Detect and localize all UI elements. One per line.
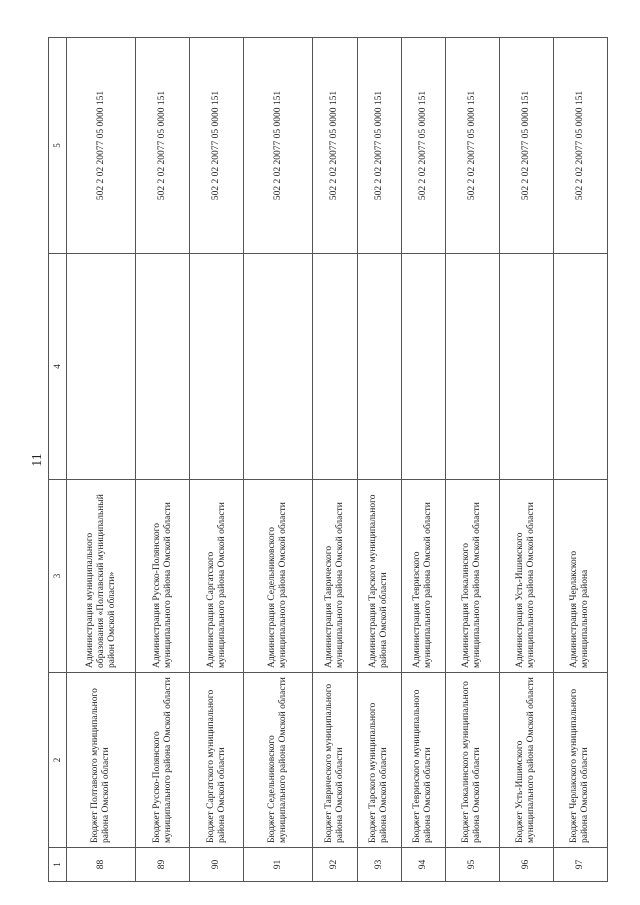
column-4-cell [401,254,445,480]
header-row [49,38,67,882]
budget-code: 502 2 02 20077 05 0000 151 [136,38,190,254]
rotated-page [30,38,608,882]
column-4-cell [313,254,357,480]
table-row [553,38,607,882]
table-row [445,38,499,882]
administrator-name: Администрация Тевризского муниципального района Омской области [401,480,445,673]
header-cell: 5 [49,38,67,254]
table-row [313,38,357,882]
row-number: 90 [190,848,244,882]
header-cell: 3 [49,480,67,673]
column-4-cell [190,254,244,480]
budget-name: Бюджет Тевризского муниципального района Омской области [401,673,445,848]
row-number: 94 [401,848,445,882]
administrator-name: Администрация Таврического муниципального района Омской области [313,480,357,673]
administrator-name: Администрация муниципального образования «Полтавский муниципальный район Омской области» [67,480,136,673]
row-number: 88 [67,848,136,882]
administrator-name: Администрация Усть-Ишимского муниципального района Омской области [499,480,553,673]
column-4-cell [136,254,190,480]
administrator-name: Администрация Седельниковского муниципального района Омской области [244,480,313,673]
budget-code: 502 2 02 20077 05 0000 151 [313,38,357,254]
budget-name: Бюджет Черлакского муниципального района Омской области [553,673,607,848]
row-number: 96 [499,848,553,882]
header-cell: 2 [49,673,67,848]
table-row [190,38,244,882]
budget-table [48,37,608,882]
budget-code: 502 2 02 20077 05 0000 151 [445,38,499,254]
budget-name: Бюджет Тюкалинского муниципального района Омской области [445,673,499,848]
row-number: 89 [136,848,190,882]
header-cell: 1 [49,848,67,882]
administrator-name: Администрация Черлакского муниципального района [553,480,607,673]
table-row [499,38,553,882]
budget-name: Бюджет Тарского муниципального района Омской области [357,673,401,848]
column-4-cell [244,254,313,480]
table-row [136,38,190,882]
budget-name: Бюджет Русско-Полянского муниципального района Омской области [136,673,190,848]
column-4-cell [67,254,136,480]
row-number: 92 [313,848,357,882]
budget-code: 502 2 02 20077 05 0000 151 [553,38,607,254]
table-row [401,38,445,882]
budget-code: 502 2 02 20077 05 0000 151 [499,38,553,254]
budget-code: 502 2 02 20077 05 0000 151 [244,38,313,254]
budget-code: 502 2 02 20077 05 0000 151 [190,38,244,254]
budget-code: 502 2 02 20077 05 0000 151 [401,38,445,254]
budget-name: Бюджет Усть-Ишимского муниципального района Омской области [499,673,553,848]
row-number: 91 [244,848,313,882]
budget-name: Бюджет Таврического муниципального района Омской области [313,673,357,848]
administrator-name: Администрация Тарского муниципального района Омской области [357,480,401,673]
row-number: 97 [553,848,607,882]
budget-name: Бюджет Саргатского муниципального района Омской области [190,673,244,848]
column-4-cell [499,254,553,480]
header-cell: 4 [49,254,67,480]
row-number: 95 [445,848,499,882]
budget-name: Бюджет Полтавского муниципального района Омской области [67,673,136,848]
administrator-name: Администрация Русско-Полянского муниципального района Омской области [136,480,190,673]
budget-code: 502 2 02 20077 05 0000 151 [67,38,136,254]
column-4-cell [553,254,607,480]
page-number: 11 [30,453,45,467]
budget-code: 502 2 02 20077 05 0000 151 [357,38,401,254]
column-4-cell [445,254,499,480]
table-row [67,38,136,882]
row-number: 93 [357,848,401,882]
budget-name: Бюджет Седельниковского муниципального района Омской области [244,673,313,848]
table-row [357,38,401,882]
administrator-name: Администрация Тюкалинского муниципального района Омской области [445,480,499,673]
table-row [244,38,313,882]
administrator-name: Администрация Саргатского муниципального района Омской области [190,480,244,673]
column-4-cell [357,254,401,480]
